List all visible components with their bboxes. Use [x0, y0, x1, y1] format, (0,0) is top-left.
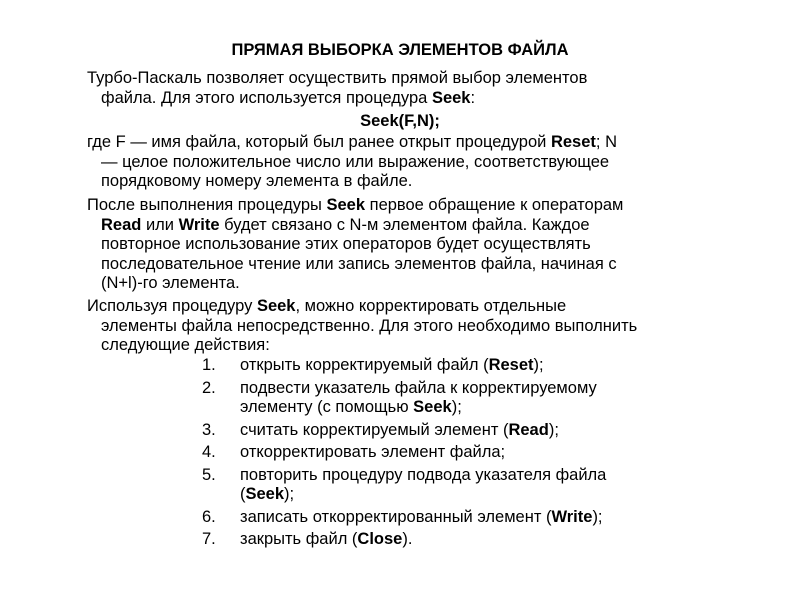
params-paragraph — [87, 133, 712, 192]
step-keyword: Seek — [245, 485, 285, 503]
after-line-1 — [87, 196, 712, 216]
reset-keyword: Reset — [550, 133, 596, 151]
step-text-c: ); — [533, 356, 544, 374]
usage-text-end: , можно корректировать отдельные — [295, 297, 567, 315]
or-text: или — [141, 215, 179, 234]
step-text-a: элементу (с помощью — [240, 398, 414, 416]
seek-keyword: Seek — [326, 196, 366, 214]
step-number: 4. — [202, 443, 216, 461]
params-text-end: ; N — [595, 133, 617, 151]
read-keyword: Read — [101, 215, 142, 234]
after-text-2: будет связано с N-м элементом файла. Каждое — [219, 215, 590, 234]
step-number: 7. — [202, 530, 216, 548]
step-text — [240, 508, 710, 528]
step-text-a: открыть корректируемый файл ( — [240, 356, 489, 374]
intro-text: файла. Для этого используется процедура — [101, 88, 432, 107]
steps-list — [190, 356, 710, 553]
usage-line-1 — [87, 297, 712, 317]
seek-keyword: Seek — [431, 88, 471, 107]
step-text-a: закрыть файл ( — [240, 530, 358, 548]
step-text: откорректировать элемент файла; — [240, 443, 506, 461]
step-item — [190, 379, 710, 418]
step-keyword: Seek — [413, 398, 452, 416]
step-number: 2. — [202, 378, 216, 397]
step-text-c: ); — [451, 398, 462, 416]
params-line-1 — [87, 133, 712, 153]
step-text-line-1: подвести указатель файла к корректируемому — [240, 378, 597, 397]
colon: : — [470, 88, 476, 107]
step-text-c: ); — [548, 420, 559, 439]
step-text-a: считать корректируемый элемент ( — [240, 420, 509, 439]
step-keyword: Reset — [488, 356, 534, 374]
step-text-c: ). — [402, 530, 413, 548]
after-line-5: (N+l)-го элемента. — [101, 274, 240, 292]
step-keyword: Write — [551, 507, 593, 526]
step-text — [240, 398, 710, 418]
after-line-3: повторное использование этих операторов будет осуществлять — [101, 235, 591, 253]
step-keyword: Read — [508, 420, 549, 439]
after-line-4: последовательное чтение или запись элементов файла, начиная с — [101, 254, 617, 273]
slide-title: ПРЯМАЯ ВЫБОРКА ЭЛЕМЕНТОВ ФАЙЛА — [231, 41, 569, 59]
params-text: где F — имя файла, который был ранее открыт процедурой — [87, 133, 551, 151]
step-item — [190, 356, 710, 376]
write-keyword: Write — [178, 215, 220, 234]
step-text-a: ( — [240, 485, 246, 503]
step-item — [190, 443, 710, 463]
step-item — [190, 421, 710, 441]
step-item — [190, 508, 710, 528]
intro-line-1: Турбо-Паскаль позволяет осуществить прямой выбор элементов — [87, 69, 588, 87]
step-text-a: записать откорректированный элемент ( — [240, 507, 552, 526]
seek-keyword: Seek — [256, 297, 296, 315]
step-item — [190, 466, 710, 505]
usage-line-3: следующие действия: — [101, 336, 270, 354]
step-number: 1. — [202, 356, 216, 374]
after-line-2 — [87, 216, 712, 236]
step-number: 3. — [202, 420, 216, 439]
seek-signature: Seek(F,N); — [360, 112, 440, 130]
step-text-c: ); — [284, 485, 295, 503]
after-paragraph — [87, 196, 712, 294]
step-text-line-1: повторить процедуру подвода указателя файла — [240, 465, 607, 484]
step-text — [240, 421, 710, 441]
usage-text: Используя процедуру — [87, 297, 257, 315]
params-line-2: — целое положительное число или выражение, соответствующее — [101, 152, 610, 171]
step-item — [190, 530, 710, 550]
step-text — [240, 356, 710, 376]
intro-line-2 — [87, 89, 712, 109]
step-number: 6. — [202, 507, 216, 526]
after-text: После выполнения процедуры — [87, 196, 327, 214]
step-text — [240, 530, 710, 550]
step-text-c: ); — [592, 507, 603, 526]
step-text — [240, 485, 710, 505]
usage-line-2: элементы файла непосредственно. Для этого необходимо выполнить — [101, 316, 638, 335]
intro-paragraph — [87, 69, 712, 108]
usage-paragraph — [87, 297, 712, 356]
step-number: 5. — [202, 465, 216, 484]
after-text-end: первое обращение к операторам — [365, 196, 624, 214]
step-keyword: Close — [357, 530, 403, 548]
params-line-3: порядковому номеру элемента в файле. — [101, 172, 413, 190]
